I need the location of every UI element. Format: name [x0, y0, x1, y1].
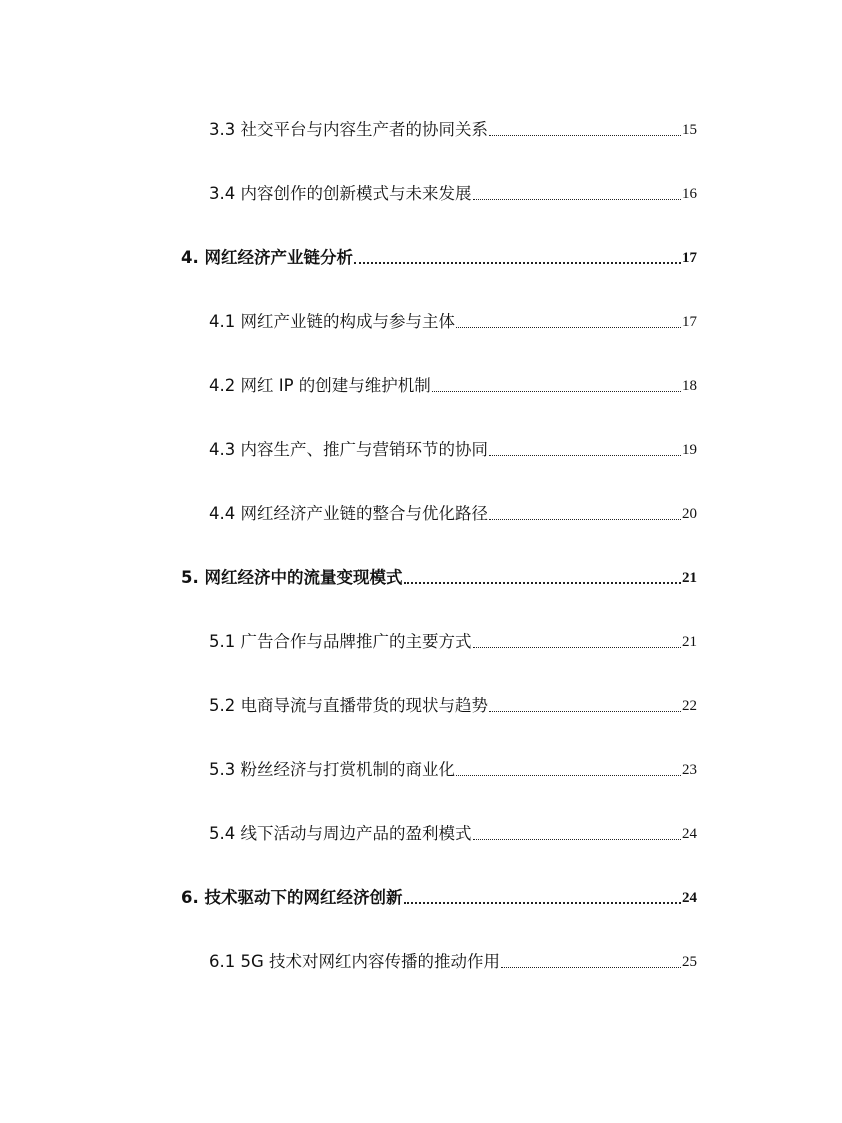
toc-page-number: 21: [682, 570, 697, 586]
toc-page-number: 21: [682, 634, 697, 650]
dot-leader: [489, 519, 681, 520]
toc-entry-title: 4.3 内容生产、推广与营销环节的协同: [209, 440, 488, 459]
toc-page-number: 19: [682, 442, 697, 458]
dot-leader: [432, 391, 681, 392]
toc-entry-5-1[interactable]: [209, 629, 697, 655]
dot-leader: [404, 902, 682, 904]
toc-entry-title: 5.2 电商导流与直播带货的现状与趋势: [209, 696, 488, 715]
dot-leader: [456, 327, 681, 328]
dot-leader: [456, 775, 681, 776]
dot-leader: [489, 455, 681, 456]
toc-entry-4-4[interactable]: [209, 501, 697, 527]
toc-entry-title: 6.1 5G 技术对网红内容传播的推动作用: [209, 952, 501, 971]
toc-entry-title: 3.3 社交平台与内容生产者的协同关系: [209, 120, 488, 139]
toc-chapter-title: 6. 技术驱动下的网红经济创新: [181, 888, 403, 907]
toc-page-number: 17: [682, 250, 697, 266]
toc-page-number: 16: [682, 186, 697, 202]
dot-leader: [473, 839, 682, 840]
dot-leader: [501, 967, 681, 968]
toc-entry-6-1[interactable]: [209, 949, 697, 975]
dot-leader: [404, 582, 682, 584]
toc-entry-5-3[interactable]: [209, 757, 697, 783]
dot-leader: [473, 199, 682, 200]
toc-chapter-5[interactable]: [181, 565, 697, 591]
toc-page-number: 24: [682, 826, 697, 842]
dot-leader: [489, 711, 681, 712]
toc-chapter-4[interactable]: [181, 245, 697, 271]
toc-entry-5-4[interactable]: [209, 821, 697, 847]
toc-chapter-title: 4. 网红经济产业链分析: [181, 248, 353, 267]
toc-page-number: 22: [682, 698, 697, 714]
toc-chapter-6[interactable]: [181, 885, 697, 911]
toc-entry-4-1[interactable]: [209, 309, 697, 335]
toc-page-number: 23: [682, 762, 697, 778]
toc-page-number: 17: [682, 314, 697, 330]
toc-entry-title: 3.4 内容创作的创新模式与未来发展: [209, 184, 472, 203]
toc-entry-title: 4.2 网红 IP 的创建与维护机制: [209, 376, 431, 395]
dot-leader: [354, 262, 681, 264]
toc-page-number: 25: [682, 954, 697, 970]
toc-entry-title: 5.4 线下活动与周边产品的盈利模式: [209, 824, 472, 843]
toc-entry-5-2[interactable]: [209, 693, 697, 719]
toc-entry-4-2[interactable]: [209, 373, 697, 399]
toc-entry-title: 5.1 广告合作与品牌推广的主要方式: [209, 632, 472, 651]
toc-page-number: 20: [682, 506, 697, 522]
toc-entry-title: 5.3 粉丝经济与打赏机制的商业化: [209, 760, 455, 779]
toc-page-number: 24: [682, 890, 697, 906]
toc-page-number: 18: [682, 378, 697, 394]
toc-entry-4-3[interactable]: [209, 437, 697, 463]
toc-chapter-title: 5. 网红经济中的流量变现模式: [181, 568, 403, 587]
toc-page-number: 15: [682, 122, 697, 138]
toc-entry-title: 4.1 网红产业链的构成与参与主体: [209, 312, 455, 331]
toc-entry-3-4[interactable]: [209, 181, 697, 207]
toc-entry-title: 4.4 网红经济产业链的整合与优化路径: [209, 504, 488, 523]
toc-entry-3-3[interactable]: [209, 117, 697, 143]
dot-leader: [489, 135, 681, 136]
dot-leader: [473, 647, 682, 648]
